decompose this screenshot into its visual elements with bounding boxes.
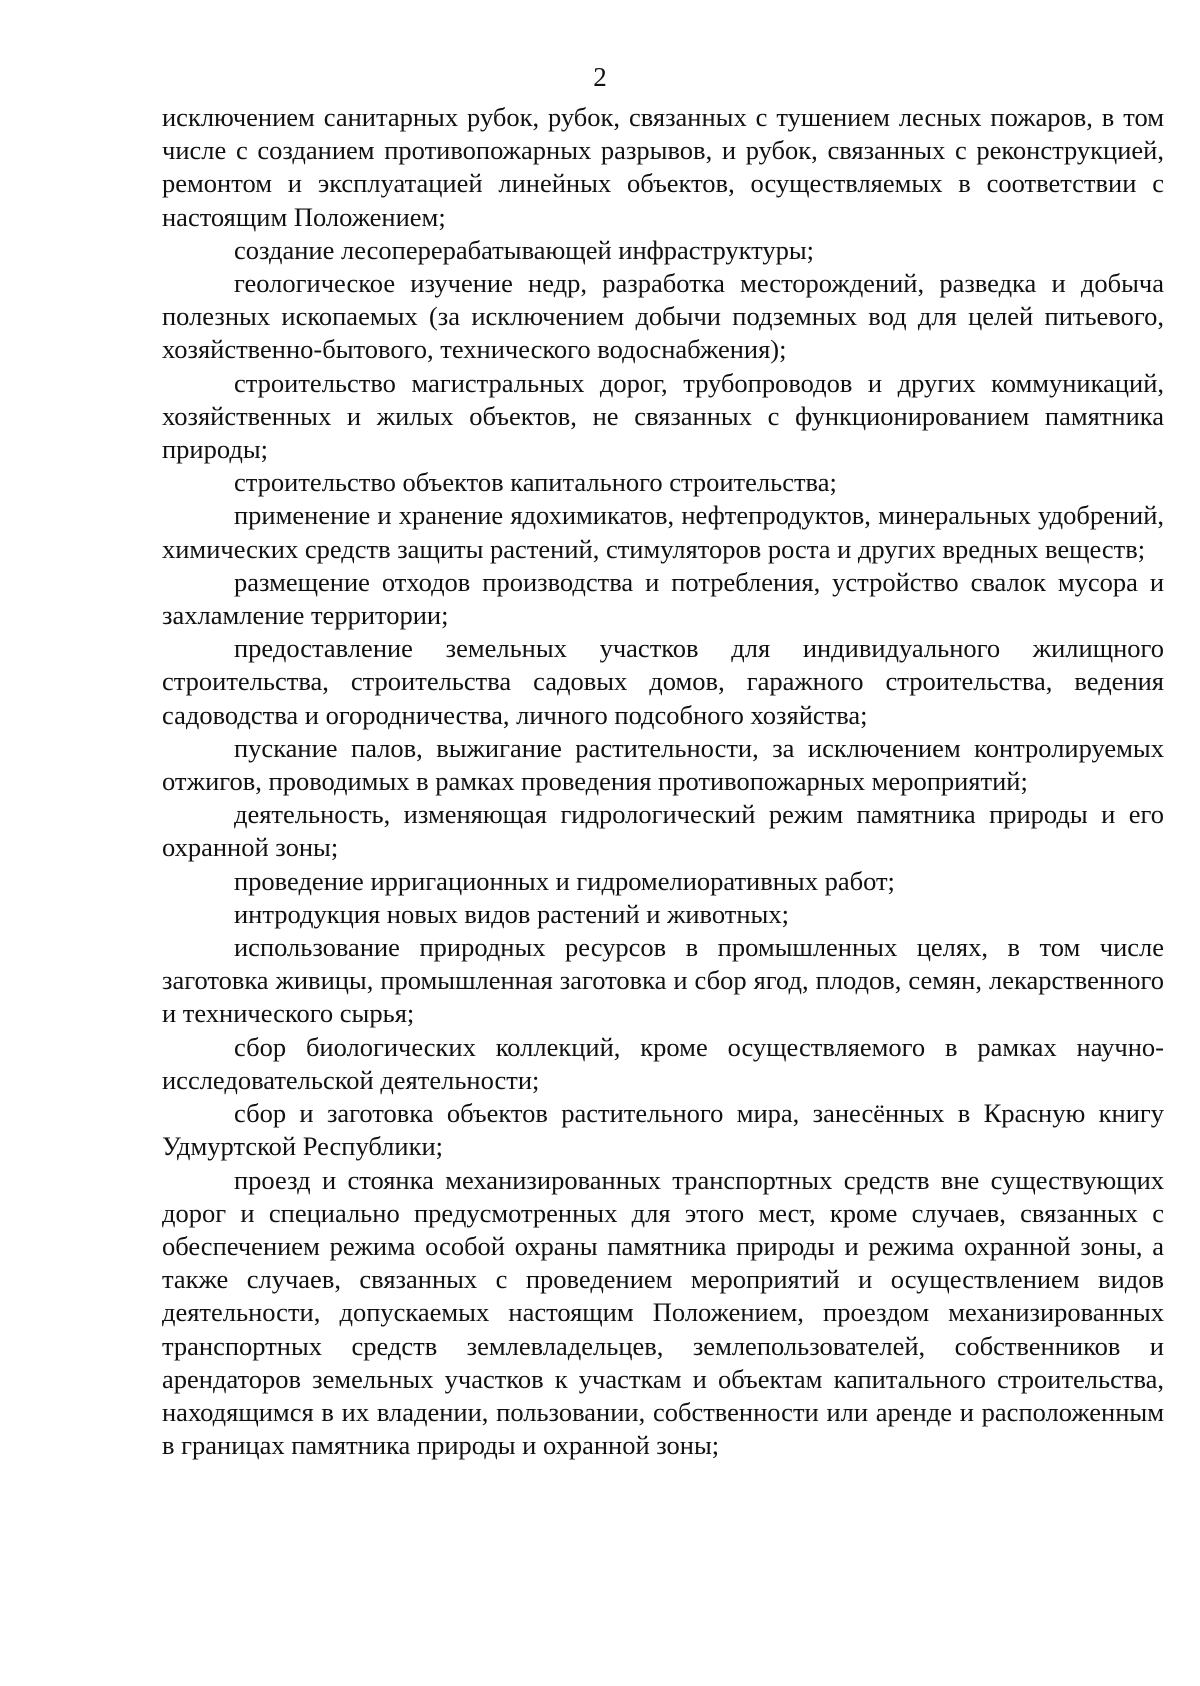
paragraph: строительство магистральных дорог, трубопроводов и других коммуникаций, хозяйственных и жилых объектов, не связанных с функционированием памятника природы; <box>162 367 1164 465</box>
document-body <box>162 101 1164 1462</box>
paragraph: сбор биологических коллекций, кроме осуществляемого в рамках научно-исследовательской деятельности; <box>162 1031 1164 1095</box>
paragraph: сбор и заготовка объектов растительного мира, занесённых в Красную книгу Удмуртской Республики; <box>162 1098 1164 1162</box>
paragraph: использование природных ресурсов в промышленных целях, в том числе заготовка живицы, промышленная заготовка и сбор ягод, плодов, семян, лекарственного и технического сырья; <box>162 932 1164 1029</box>
page-number: 2 <box>593 62 607 92</box>
paragraph: создание лесоперерабатывающей инфраструктуры; <box>234 234 815 265</box>
paragraph: размещение отходов производства и потребления, устройство свалок мусора и захламление территории; <box>162 566 1164 631</box>
paragraph: предоставление земельных участков для индивидуального жилищного строительства, строительства садовых домов, гаражного строительства, ведения садоводства и огородничества, личного подсобного хозяйства; <box>162 633 1164 730</box>
paragraph: пускание палов, выжигание растительности, за исключением контролируемых отжигов, проводимых в рамках проведения противопожарных мероприятий; <box>162 732 1164 797</box>
paragraph: проезд и стоянка механизированных транспортных средств вне существующих дорог и специально предусмотренных для этого мест, кроме случаев, связанных с обеспечением режима особой охраны памятника природы и режима охранной зоны, а также случаев, связанных с проведением мероприятий и осуществлением видов деятельности, допускаемых настоящим Положением, проездом механизированных транспортных средств землевладельцев, землепользователей, собственников и арендаторов земельных участков к участкам и объектам капитального строительства, находящимся в их владении, пользовании, собственности или аренде и расположенным в границах памятника природы и охранной зоны; <box>162 1164 1164 1461</box>
paragraph: применение и хранение ядохимикатов, нефтепродуктов, минеральных удобрений, химических средств защиты растений, стимуляторов роста и других вредных веществ; <box>162 500 1164 564</box>
paragraph: строительство объектов капитального строительства; <box>234 467 837 498</box>
paragraph: деятельность, изменяющая гидрологический режим памятника природы и его охранной зоны; <box>162 799 1164 863</box>
paragraph: интродукция новых видов растений и животных; <box>234 898 789 929</box>
paragraph: проведение ирригационных и гидромелиоративных работ; <box>234 865 895 896</box>
paragraph: геологическое изучение недр, разработка месторождений, разведка и добыча полезных ископаемых (за исключением добычи подземных вод для целей питьевого, хозяйственно-бытового, технического водоснабжения); <box>162 268 1164 365</box>
paragraph-continued: исключением санитарных рубок, рубок, связанных с тушением лесных пожаров, в том числе с созданием противопожарных разрывов, и рубок, связанных с реконструкцией, ремонтом и эксплуатацией линейных объектов, осуществляемых в соответствии с настоящим Положением; <box>162 102 1164 232</box>
